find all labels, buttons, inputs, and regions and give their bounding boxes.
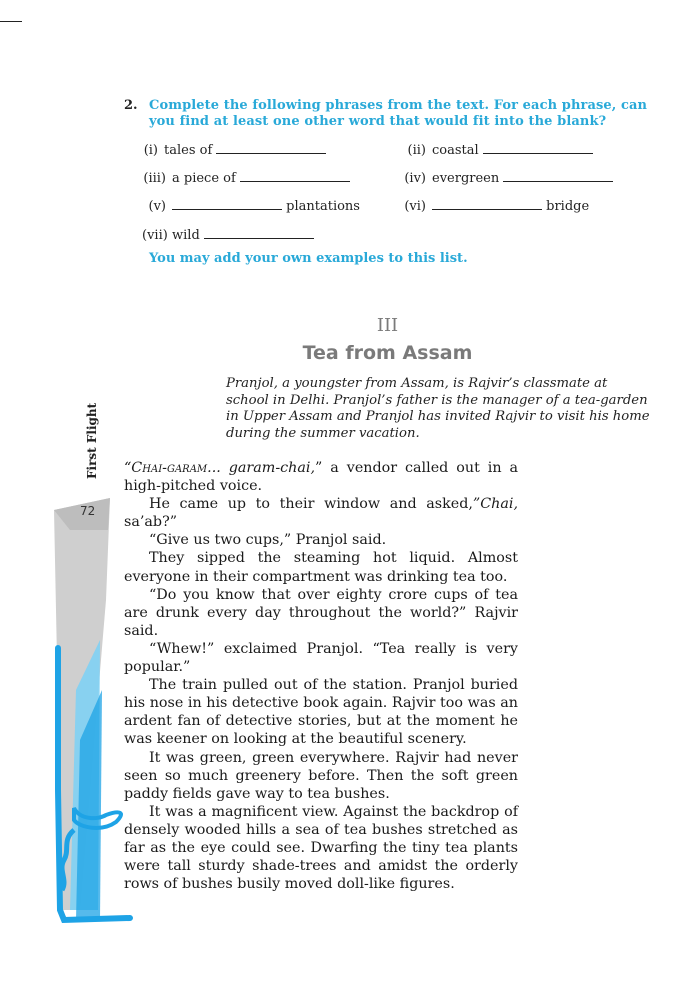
story-paragraph: “Do you know that over eighty crore cups of tea are drunk every day throughout the world?” Rajvir said. [124, 586, 518, 639]
question-number: 2. [124, 98, 138, 113]
page-number: 72 [80, 504, 96, 518]
phrase-text: coastal [432, 143, 479, 158]
phrase-text: a piece of [172, 171, 236, 186]
phrase-v [142, 199, 360, 214]
story-paragraph: It was a magnificent view. Against the backdrop of densely wooded hills a sea of tea bushes stretched as far as the eye could see. Dwarfing the tiny tea plants were tall sturdy shade-trees and amidst the orderly rows of bushes busily moved doll-like figures. [124, 803, 518, 893]
phrase-number: (i) [143, 143, 158, 158]
story-paragraph: “Whew!” exclaimed Pranjol. “Tea really is very popular.” [124, 640, 518, 676]
story-paragraph: He came up to their window and asked,”Chai, sa’ab?” [124, 496, 518, 531]
question-instruction: Complete the following phrases from the text. For each phrase, can you find at least one other word that would fit into the blank? [149, 98, 648, 129]
section-number: III [376, 315, 399, 336]
chapter-title: Tea from Assam [302, 342, 473, 364]
phrase-iii [142, 171, 350, 186]
phrase-number: (v) [148, 199, 166, 214]
phrase-text: plantations [286, 199, 360, 214]
phrase-text: wild [172, 228, 200, 243]
phrase-number: (vi) [404, 199, 426, 214]
story-paragraph: The train pulled out of the station. Pranjol buried his nose in his detective book again. Rajvir too was an ardent fan of detective stories, but at the moment he was keener on looking at the beautiful scenery. [124, 677, 518, 748]
story-paragraph: “Chai-garam... garam-chai,” a vendor called out in a high-pitched voice. [124, 460, 518, 495]
figure-illustration [40, 490, 140, 930]
phrase-vi [402, 199, 589, 214]
phrase-i [134, 143, 326, 158]
phrase-iv [402, 171, 613, 186]
phrase-ii [402, 143, 593, 158]
phrase-number: (ii) [407, 143, 426, 158]
phrase-blank [240, 171, 350, 182]
phrase-blank [216, 143, 326, 154]
phrase-text: tales of [164, 143, 213, 158]
phrase-blank [204, 228, 314, 239]
phrase-number: (vii) [142, 228, 168, 243]
story-paragraph: “Give us two cups,” Pranjol said. [149, 532, 387, 549]
phrase-blank [432, 199, 542, 210]
phrase-vii [142, 228, 314, 243]
phrase-blank [503, 171, 613, 182]
story-paragraph: They sipped the steaming hot liquid. Almost everyone in their compartment was drinking tea too. [124, 550, 518, 585]
exercise-note: You may add your own examples to this list. [149, 251, 468, 266]
corner-rule [0, 21, 22, 22]
book-title: First Flight [85, 403, 99, 479]
intro-paragraph: Pranjol, a youngster from Assam, is Rajvir’s classmate at school in Delhi. Pranjol’s father is the manager of a tea-garden in Upper Assam and Pranjol has invited Rajvir to visit his home during the summer vacation. [226, 376, 650, 441]
phrase-blank [172, 199, 282, 210]
story-paragraph: It was green, green everywhere. Rajvir had never seen so much greenery before. Then the soft green paddy fields gave way to tea bushes. [124, 749, 518, 802]
phrase-text: bridge [546, 199, 590, 214]
phrase-number: (iv) [404, 171, 426, 186]
phrase-text: evergreen [432, 171, 500, 186]
phrase-blank [483, 143, 593, 154]
book-title-vertical [74, 403, 114, 481]
story-text [124, 459, 518, 893]
phrase-number: (iii) [143, 171, 166, 186]
